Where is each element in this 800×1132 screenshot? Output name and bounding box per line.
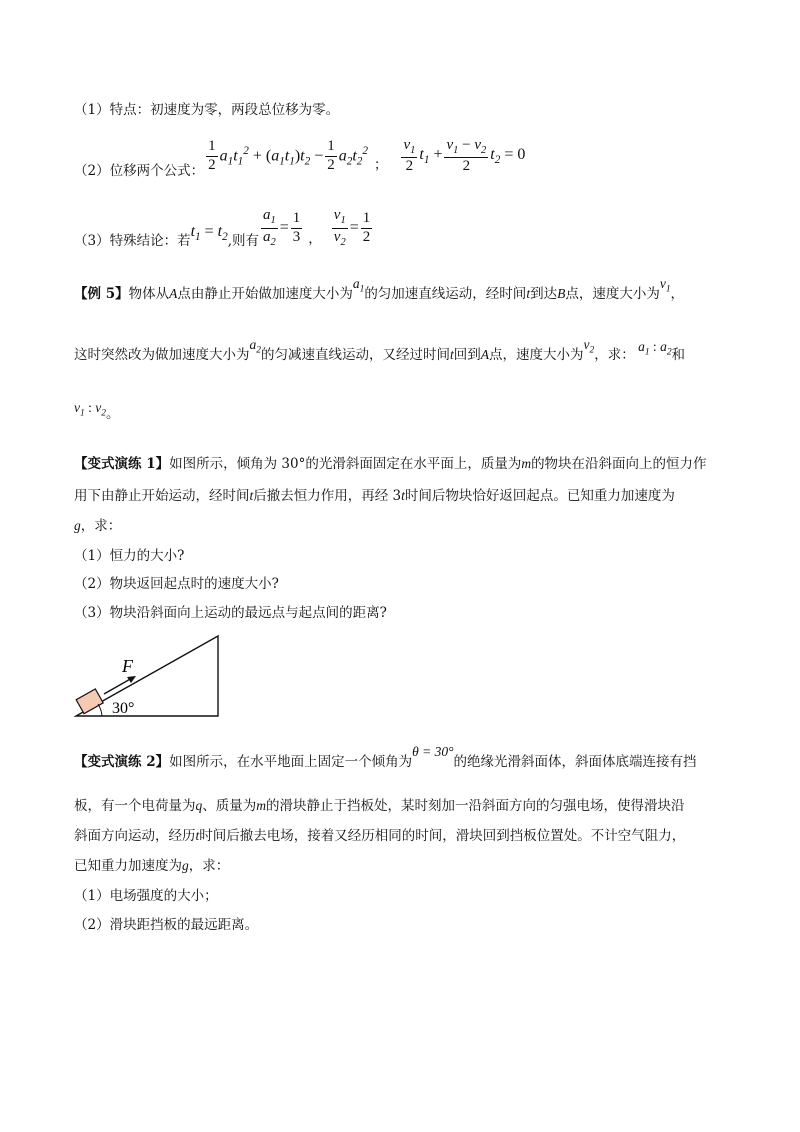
item-1	[74, 98, 339, 118]
item-3-then: ,则有	[227, 233, 260, 249]
formula-1b: $a_2t_2^2$	[338, 144, 368, 168]
example-5-line-3: $v_1$ : $v_2$。	[74, 400, 120, 422]
example-5-line-2: 这时突然改为做加速度大小为$a_2$的匀减速直线运动，又经过时间t回到A点，速度大小为$v_2$，求： $a_1$ : $a_2$和	[74, 337, 686, 363]
item-2	[74, 134, 525, 178]
frac-a1-a2: $\frac{a_1}{a_2}$	[263, 207, 276, 248]
angle-label: 30°	[112, 700, 135, 717]
variant-2-line-3: 斜面方向运动，经历t时间后撤去电场，接着又经历相同的时间，滑块回到挡板位置处。不计空气阻力，	[74, 828, 686, 844]
variant-2-tag: 【变式演练 2】	[74, 754, 170, 770]
frac-v1-v2-2: $\frac{v_1 - v_2}{2}$	[446, 136, 487, 174]
variant-2-line-2: 板，有一个电荷量为q、质量为m的滑块静止于挡板处，某时刻加一沿斜面方向的匀强电场，使得滑块沿	[74, 798, 685, 814]
item-3: （3）特殊结论：若 $t_1 = t_2$ ,则有 $\frac{a_1}{a_2}$ = $\frac{1}{3}$ ， $\frac{v_1}{v_2}$ = $\frac{1}{2}$	[74, 207, 371, 249]
frac-v1-v2: $\frac{v_1}{v_2}$	[333, 207, 346, 248]
variant-2-q2: （2）滑块距挡板的最远距离。	[74, 917, 259, 933]
frac-half-1: $\frac{1}{2}$	[208, 138, 216, 173]
frac-one-third: $\frac{1}{3}$	[292, 210, 301, 245]
formula-2b: $t_2 = 0$	[490, 145, 526, 167]
variant-1-q3: （3）物块沿斜面向上运动的最远点与起点间的距离?	[74, 605, 387, 621]
frac-one-half: $\frac{1}{2}$	[362, 210, 371, 245]
example-5-tag: 【例 5】	[74, 286, 129, 302]
variant-1-line-2: 用下由静止开始运动，经时间t后撤去恒力作用，再经 3t时间后物块恰好返回起点。已知重力加速度为	[74, 488, 675, 504]
item-3-label: （3）特殊结论：若	[74, 233, 191, 249]
force-label: F	[122, 656, 133, 676]
example-5-line-1: 【例 5】物体从A点由静止开始做加速度大小为$a_1$的匀加速直线运动，经时间t到达B点，速度大小为$v_1$，	[74, 276, 685, 302]
variant-1-q1: （1）恒力的大小?	[74, 548, 185, 564]
item-1-text: （1）特点：初速度为零，两段总位移为零。	[74, 102, 340, 118]
separator: ；	[373, 157, 388, 173]
frac-half-2: $\frac{1}{2}$	[327, 138, 335, 173]
variant-1-line-1: 【变式演练 1】如图所示，倾角为 30°的光滑斜面固定在水平面上，质量为m的物块在沿斜面向上的恒力作	[74, 456, 707, 472]
variant-1-q2: （2）物块返回起点时的速度大小?	[74, 576, 279, 592]
condition-t1-t2: $t_1 = t_2$	[190, 222, 228, 244]
variant-1-tag: 【变式演练 1】	[74, 456, 170, 472]
variant-2-line-1: 【变式演练 2】如图所示，在水平地面上固定一个倾角为θ = 30°的绝缘光滑斜面体，斜面体底端连接有挡	[74, 744, 697, 770]
item-2-label: （2）位移两个公式：	[74, 163, 205, 179]
incline-diagram	[70, 632, 230, 722]
variant-1-line-3: g，求：	[74, 518, 122, 534]
variant-2-line-4: 已知重力加速度为g，求：	[74, 858, 230, 874]
variant-2-q1: （1）电场强度的大小；	[74, 888, 218, 904]
frac-v1-2: $\frac{v_1}{2}$	[403, 136, 416, 174]
formula-1a: $a_1t_1^2 + (a_1t_1)t_2$ −	[219, 144, 324, 168]
formula-2a: $t_1$ +	[419, 145, 443, 167]
